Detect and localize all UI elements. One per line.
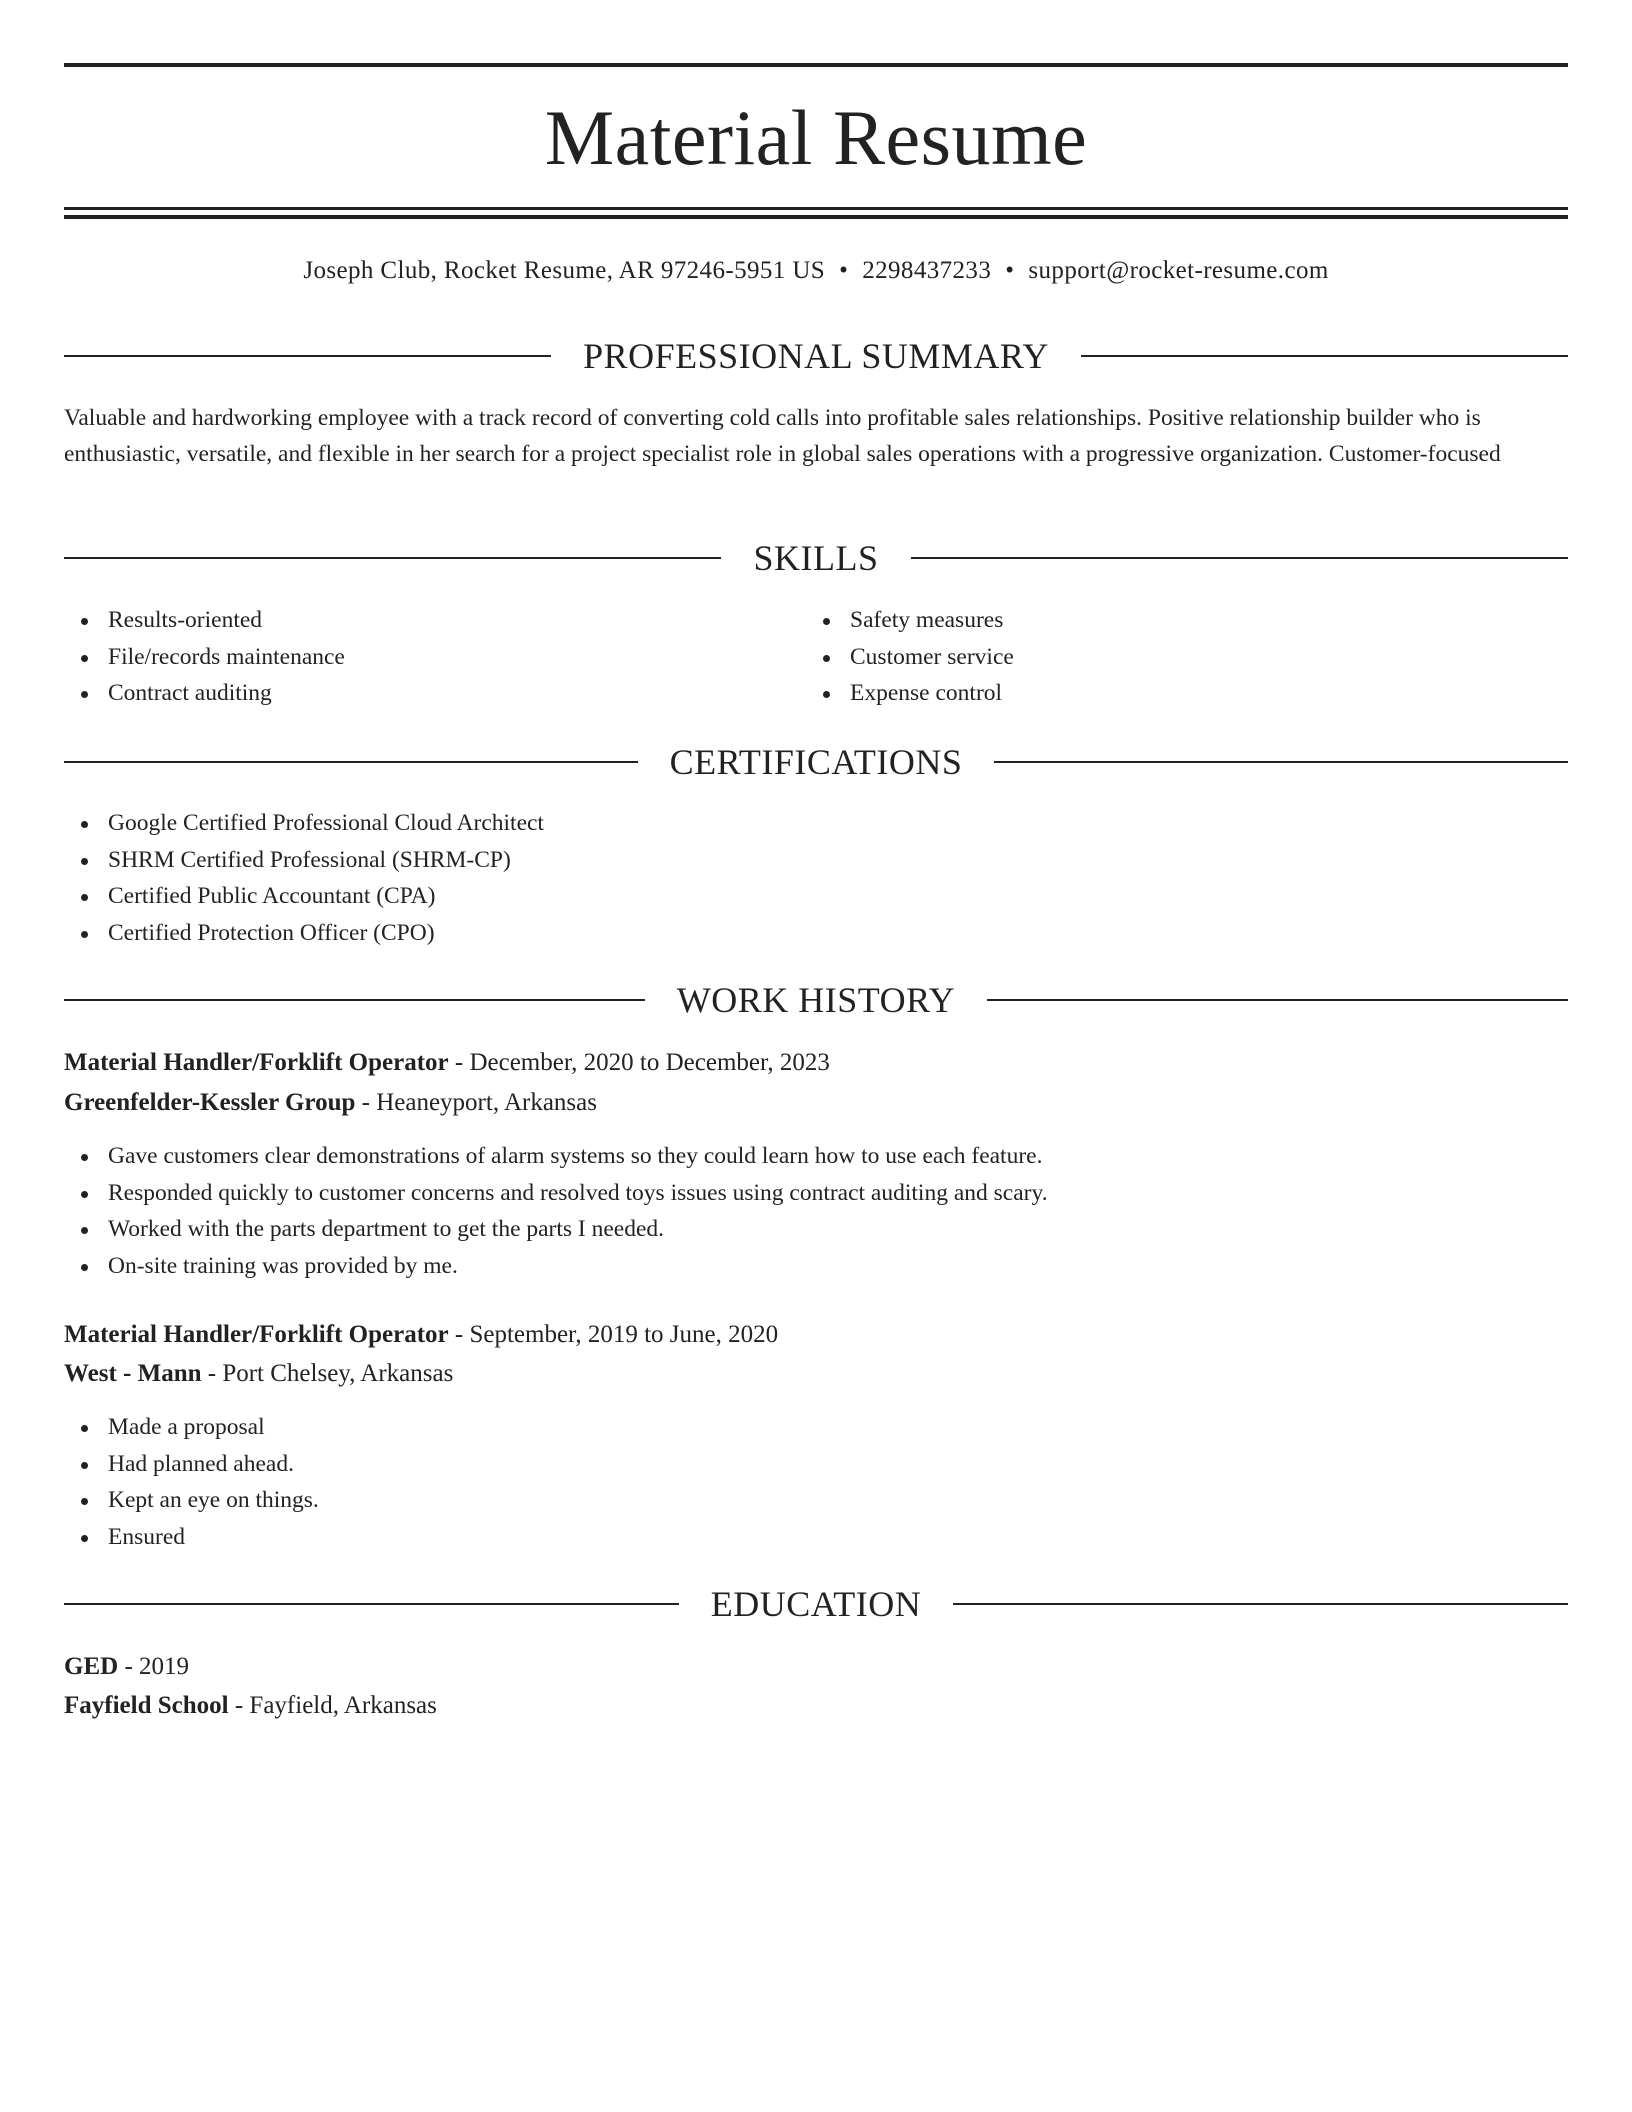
- education-school-line: [64, 1686, 1568, 1726]
- certifications-list: [64, 805, 544, 951]
- dash: -: [228, 1692, 250, 1719]
- skills-list-right: [806, 602, 1014, 712]
- contact-address: Joseph Club, Rocket Resume, AR 97246-5951 US: [303, 257, 826, 284]
- job-company-line: [64, 1083, 1568, 1123]
- heading-rule-right: [911, 557, 1568, 559]
- heading-rule-right: [994, 761, 1568, 763]
- job-bullet: Ensured: [108, 1519, 319, 1556]
- job-title: Material Handler/Forklift Operator: [64, 1049, 449, 1076]
- job-bullet: Kept an eye on things.: [108, 1482, 319, 1519]
- skill-item: Results-oriented: [108, 602, 345, 639]
- summary-heading-label: PROFESSIONAL SUMMARY: [583, 336, 1049, 376]
- skill-item: File/records maintenance: [108, 639, 345, 676]
- job-bullet: Had planned ahead.: [108, 1446, 319, 1483]
- heading-rule-right: [987, 999, 1568, 1001]
- job-bullet: On-site training was provided by me.: [108, 1248, 1048, 1285]
- skills-list-left: [64, 602, 345, 712]
- education-year: 2019: [139, 1653, 190, 1680]
- education-heading: [64, 1580, 1568, 1628]
- certification-item: Certified Public Accountant (CPA): [108, 878, 544, 915]
- contact-email: support@rocket-resume.com: [1028, 257, 1329, 284]
- certifications-heading: [64, 738, 1568, 786]
- job-bullet: Made a proposal: [108, 1409, 319, 1446]
- dash: -: [118, 1653, 140, 1680]
- contact-phone: 2298437233: [862, 257, 992, 284]
- page-title: Material Resume: [544, 94, 1088, 181]
- heading-rule-right: [1081, 355, 1568, 357]
- summary-heading: [64, 332, 1568, 380]
- job-bullet: Worked with the parts department to get the parts I needed.: [108, 1211, 1048, 1248]
- certification-item: Certified Protection Officer (CPO): [108, 915, 544, 952]
- education-heading-label: EDUCATION: [710, 1584, 922, 1624]
- work-history-heading: [64, 976, 1568, 1024]
- work-history-heading-label: WORK HISTORY: [676, 980, 956, 1020]
- skill-item: Contract auditing: [108, 675, 345, 712]
- job-company-line: [64, 1354, 1568, 1394]
- job-location: Heaneyport, Arkansas: [376, 1089, 597, 1116]
- skills-heading: [64, 534, 1568, 582]
- dash: -: [201, 1360, 223, 1387]
- job-dates: December, 2020 to December, 2023: [469, 1049, 830, 1076]
- contact-line: [64, 254, 1568, 288]
- title-double-rule: [64, 207, 1568, 219]
- dash: -: [448, 1321, 470, 1348]
- dash: -: [355, 1089, 377, 1116]
- skill-item: Customer service: [850, 639, 1014, 676]
- certifications-heading-label: CERTIFICATIONS: [669, 742, 963, 782]
- top-rule: [64, 63, 1568, 67]
- job-bullets: [64, 1138, 1048, 1284]
- job-bullets: [64, 1409, 319, 1555]
- dash: -: [448, 1049, 470, 1076]
- job-title-line: [64, 1315, 1568, 1355]
- job-bullet: Gave customers clear demonstrations of alarm systems so they could learn how to use each feature.: [108, 1138, 1048, 1175]
- certification-item: Google Certified Professional Cloud Architect: [108, 805, 544, 842]
- job-company: Greenfelder-Kessler Group: [64, 1089, 356, 1116]
- education-degree: GED: [64, 1653, 119, 1680]
- job-bullet: Responded quickly to customer concerns and resolved toys issues using contract auditing and scary.: [108, 1175, 1048, 1212]
- contact-separator: •: [839, 257, 849, 284]
- summary-text: Valuable and hardworking employee with a track record of converting cold calls into profitable sales relationships. Positive relationship builder who is enthusiastic, versatile, and flexible in her search for a project specialist role in global sales operations with a progressive organization. Customer-focused: [64, 405, 1501, 467]
- certification-item: SHRM Certified Professional (SHRM-CP): [108, 842, 544, 879]
- job-company: West - Mann: [64, 1360, 202, 1387]
- education-degree-line: [64, 1647, 1568, 1687]
- skills-heading-label: SKILLS: [753, 538, 879, 578]
- contact-separator: •: [1005, 257, 1015, 284]
- education-location: Fayfield, Arkansas: [249, 1692, 437, 1719]
- skill-item: Safety measures: [850, 602, 1014, 639]
- job-location: Port Chelsey, Arkansas: [222, 1360, 454, 1387]
- heading-rule-right: [953, 1603, 1568, 1605]
- job-title: Material Handler/Forklift Operator: [64, 1321, 449, 1348]
- skill-item: Expense control: [850, 675, 1014, 712]
- job-dates: September, 2019 to June, 2020: [469, 1321, 779, 1348]
- education-school: Fayfield School: [64, 1692, 229, 1719]
- job-title-line: [64, 1043, 1568, 1083]
